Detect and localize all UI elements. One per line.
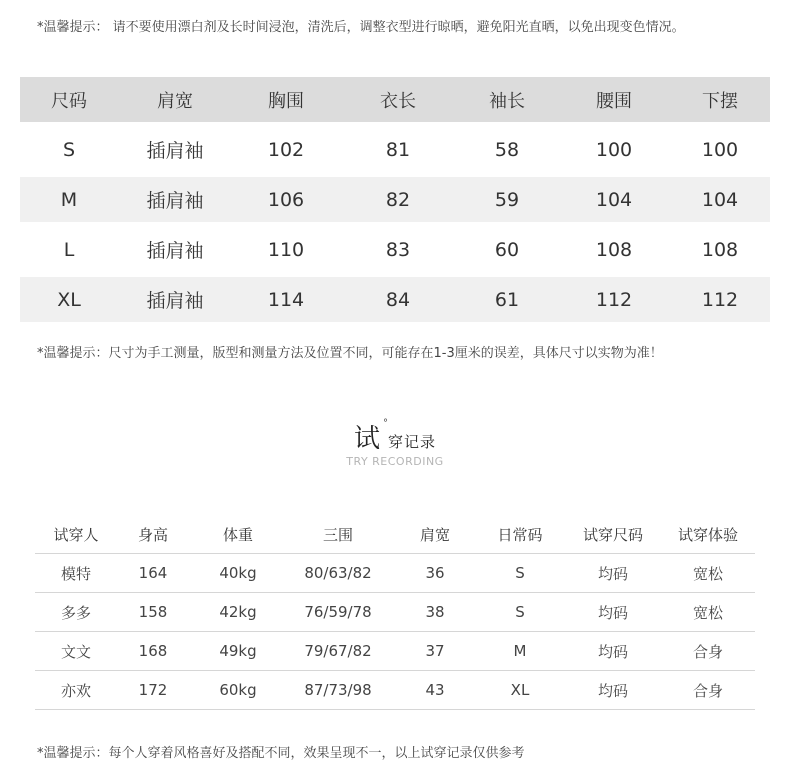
header-cell: 腰围	[596, 90, 632, 112]
table-row	[20, 177, 770, 222]
sleeve-cell: 60	[494, 238, 520, 261]
shoulder-cell: 插肩袖	[146, 240, 204, 262]
section-title	[0, 418, 790, 455]
size-cell: L	[63, 238, 75, 261]
care-tip: *温馨提示： 请不要使用漂白剂及长时间浸泡，清洗后，调整衣型进行晾晒，避免阳光直晒，以免出现变色情况。	[37, 20, 685, 35]
usual-size-cell: XL	[510, 681, 530, 699]
size-table	[20, 77, 770, 322]
fit-cell: 合身	[692, 681, 723, 700]
chest-cell: 106	[267, 188, 305, 211]
height-cell: 168	[138, 642, 168, 660]
measure-tip: *温馨提示：尺寸为手工测量，版型和测量方法及位置不同，可能存在1-3厘米的误差，具体尺寸以实物为准！	[37, 346, 663, 361]
table-row	[35, 632, 755, 671]
weight-cell: 42kg	[219, 603, 257, 621]
shoulder-cell: 插肩袖	[146, 190, 204, 212]
section-subtitle: TRY RECORDING	[346, 455, 444, 468]
sleeve-cell: 59	[494, 188, 520, 211]
chest-cell: 110	[267, 238, 305, 261]
size-cell: S	[62, 138, 76, 161]
sleeve-cell: 58	[494, 138, 520, 161]
hem-cell: 104	[701, 188, 739, 211]
waist-cell: 100	[595, 138, 633, 161]
measurements-cell: 87/73/98	[304, 681, 372, 699]
try-size-cell: 均码	[597, 603, 628, 622]
chest-cell: 114	[267, 288, 305, 311]
size-table-header	[20, 77, 770, 122]
length-cell: 84	[385, 288, 411, 311]
length-cell: 83	[385, 238, 411, 261]
tryon-tip: *温馨提示：每个人穿着风格喜好及搭配不同，效果呈现不一，以上试穿记录仅供参考	[37, 746, 525, 761]
ring-mark: °	[383, 418, 388, 429]
waist-cell: 108	[595, 238, 633, 261]
shoulder-cell: 43	[425, 681, 445, 699]
try-size-cell: 均码	[597, 642, 628, 661]
try-size-cell: 均码	[597, 681, 628, 700]
header-cell: 尺码	[51, 90, 87, 112]
waist-cell: 104	[595, 188, 633, 211]
header-cell: 身高	[137, 525, 168, 544]
shoulder-cell: 插肩袖	[146, 140, 204, 162]
size-cell: XL	[57, 288, 81, 311]
height-cell: 172	[138, 681, 168, 699]
shoulder-cell: 36	[425, 564, 445, 582]
sleeve-cell: 61	[494, 288, 520, 311]
header-cell: 试穿体验	[677, 525, 738, 544]
length-cell: 81	[385, 138, 411, 161]
try-table-header	[35, 515, 755, 554]
person-cell: 模特	[60, 564, 91, 583]
chest-cell: 102	[267, 138, 305, 161]
header-cell: 日常码	[497, 525, 543, 544]
try-size-cell: 均码	[597, 564, 628, 583]
hem-cell: 108	[701, 238, 739, 261]
table-row	[35, 554, 755, 593]
height-cell: 158	[138, 603, 168, 621]
hem-cell: 100	[701, 138, 739, 161]
header-cell: 肩宽	[157, 90, 193, 112]
weight-cell: 60kg	[219, 681, 257, 699]
fit-cell: 宽松	[692, 564, 723, 583]
header-cell: 体重	[222, 525, 253, 544]
header-cell: 下摆	[702, 90, 738, 112]
fit-cell: 宽松	[692, 603, 723, 622]
shoulder-cell: 38	[425, 603, 445, 621]
measurements-cell: 79/67/82	[304, 642, 372, 660]
header-cell: 试穿人	[53, 525, 99, 544]
table-row	[20, 127, 770, 172]
shoulder-cell: 插肩袖	[146, 290, 204, 312]
height-cell: 164	[138, 564, 168, 582]
header-cell: 袖长	[489, 90, 525, 112]
usual-size-cell: S	[515, 564, 525, 582]
shoulder-cell: 37	[425, 642, 445, 660]
fit-cell: 合身	[692, 642, 723, 661]
table-row	[20, 277, 770, 322]
section-title-small: 穿记录	[388, 433, 437, 451]
measurements-cell: 76/59/78	[304, 603, 372, 621]
table-row	[35, 671, 755, 710]
header-cell: 衣长	[380, 90, 416, 112]
person-cell: 亦欢	[60, 681, 91, 700]
person-cell: 文文	[60, 642, 91, 661]
header-cell: 三围	[322, 525, 353, 544]
usual-size-cell: M	[513, 642, 527, 660]
waist-cell: 112	[595, 288, 633, 311]
try-on-table	[35, 515, 755, 710]
weight-cell: 40kg	[219, 564, 257, 582]
length-cell: 82	[385, 188, 411, 211]
table-row	[20, 227, 770, 272]
section-title-big: 试 °	[353, 418, 388, 454]
size-cell: M	[60, 188, 78, 211]
table-row	[35, 593, 755, 632]
header-cell: 试穿尺码	[582, 525, 643, 544]
usual-size-cell: S	[515, 603, 525, 621]
measurements-cell: 80/63/82	[304, 564, 372, 582]
hem-cell: 112	[701, 288, 739, 311]
person-cell: 多多	[60, 603, 91, 622]
header-cell: 胸围	[268, 90, 304, 112]
weight-cell: 49kg	[219, 642, 257, 660]
header-cell: 肩宽	[419, 525, 450, 544]
